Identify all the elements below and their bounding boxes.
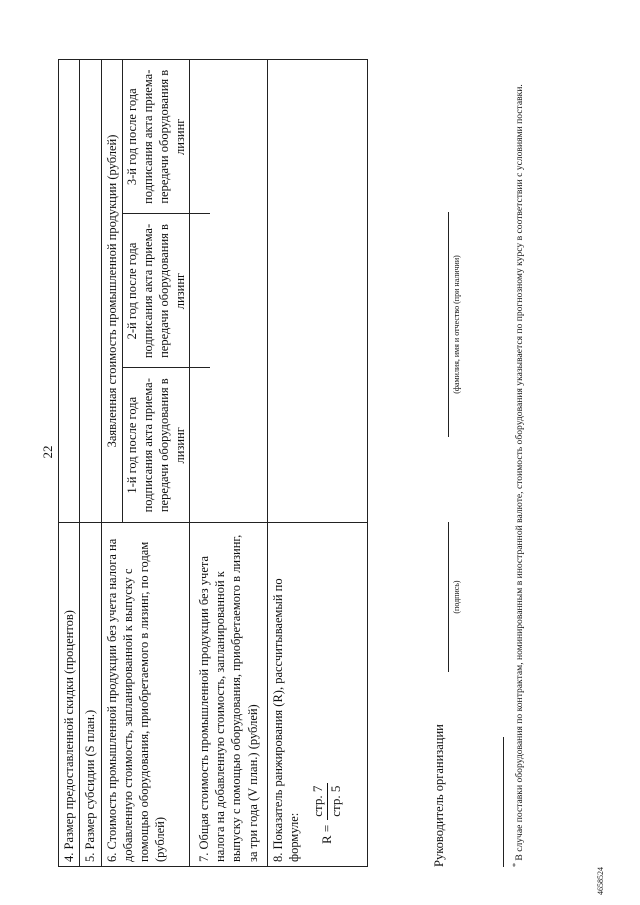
- table-row: [189, 60, 267, 867]
- row-4-value: [59, 60, 80, 523]
- row-5-value: [80, 60, 101, 523]
- name-line: [448, 212, 449, 437]
- row-8-label: [267, 523, 367, 867]
- table-row: [267, 60, 367, 867]
- cost-by-year-cell: [101, 60, 189, 523]
- row-7-label: 7. Общая стоимость промышленной продукции без учета налога на добавленную стоимость, запланированной к выпуску с помощью оборудования, приобретаемого в лизинг, за три года (V план.) (рублей): [189, 523, 267, 867]
- signature-caption: (подпись): [452, 580, 461, 614]
- table-row: [59, 60, 80, 867]
- year-columns: [122, 60, 189, 522]
- ranking-formula: [310, 527, 345, 844]
- row-7-value: [189, 60, 267, 523]
- formula-fraction: [310, 783, 345, 820]
- signature-line: [448, 522, 449, 672]
- cost-header: Заявленная стоимость промышленной продукции (рублей): [104, 134, 119, 448]
- footnote: [511, 59, 527, 867]
- formula-denominator: стр. 5: [328, 785, 344, 817]
- footnote-text: В случае поставки оборудования по контрактам, номинированным в иностранной валюте, стоимость оборудования указывается по прогнозному курсу в соответствии с условиями поставки.: [514, 84, 526, 861]
- year-2-header: 2-й год после года подписания акта приема-передачи оборудования в лизинг: [122, 214, 189, 368]
- formula-numerator: стр. 7: [310, 783, 328, 820]
- year-value-columns: [190, 60, 210, 522]
- footnote-divider: [503, 737, 504, 867]
- row-5-label: 5. Размер субсидии (S план.): [80, 523, 101, 867]
- row-8-text: 8. Показатель ранжирования (R), рассчитываемый по формуле:: [270, 578, 301, 862]
- table-row: [80, 60, 101, 867]
- footnote-mark: *: [511, 863, 520, 867]
- year-1-header: 1-й год после года подписания акта приема-передачи оборудования в лизинг: [122, 368, 189, 522]
- row-6-label: 6. Стоимость промышленной продукции без учета налога на добавленную стоимость, запланированной к выпуску с помощью оборудования, приобретаемого в лизинг, по годам (рублей): [101, 523, 189, 867]
- signature-block: [418, 59, 498, 867]
- form-table: [58, 59, 368, 867]
- page-number: 22: [40, 445, 55, 459]
- year-2-value: [190, 214, 210, 368]
- year-1-value: [190, 368, 210, 522]
- formula-lhs: R =: [319, 824, 335, 844]
- document-id: 4658524: [596, 867, 605, 895]
- year-3-value: [190, 60, 210, 214]
- table-row: [101, 60, 189, 867]
- name-caption: (фамилия, имя и отчество (при наличии): [452, 255, 461, 394]
- year-3-header: 3-й год после года подписания акта приема-передачи оборудования в лизинг: [122, 60, 189, 214]
- row-4-label: 4. Размер предоставленной скидки (процентов): [59, 523, 80, 867]
- head-of-organization-label: Руководитель организации: [432, 724, 446, 867]
- row-8-value: [267, 60, 367, 523]
